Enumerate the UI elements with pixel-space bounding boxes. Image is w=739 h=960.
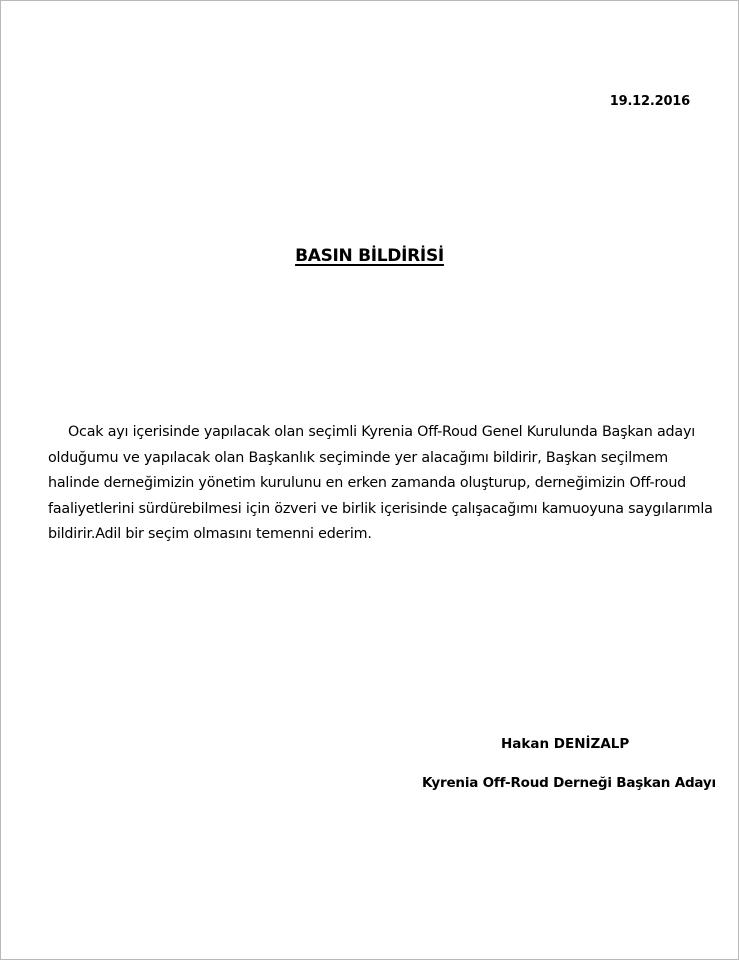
signature-name: Hakan DENİZALP — [501, 736, 630, 752]
document-title: BASIN BİLDİRİSİ — [295, 246, 444, 266]
document-body: Ocak ayı içerisinde yapılacak olan seçimli Kyrenia Off-Roud Genel Kurulunda Başkan adayı olduğumu ve yapılacak olan Başkanlık seçiminde yer alacağımı bildirir, Başkan seçilmem halinde derneğimizin yönetim kurulunu en erken zamanda oluşturup, derneğimizin Off-roud faaliyetlerini sürdürebilmesi için özveri ve birlik içerisinde çalışacağımı kamuoyuna saygılarımla bildirir.Adil bir seçim olmasını temenni ederim. — [48, 424, 713, 542]
signature-title: Kyrenia Off-Roud Derneği Başkan Adayı — [422, 775, 716, 791]
document-date: 19.12.2016 — [609, 94, 690, 109]
